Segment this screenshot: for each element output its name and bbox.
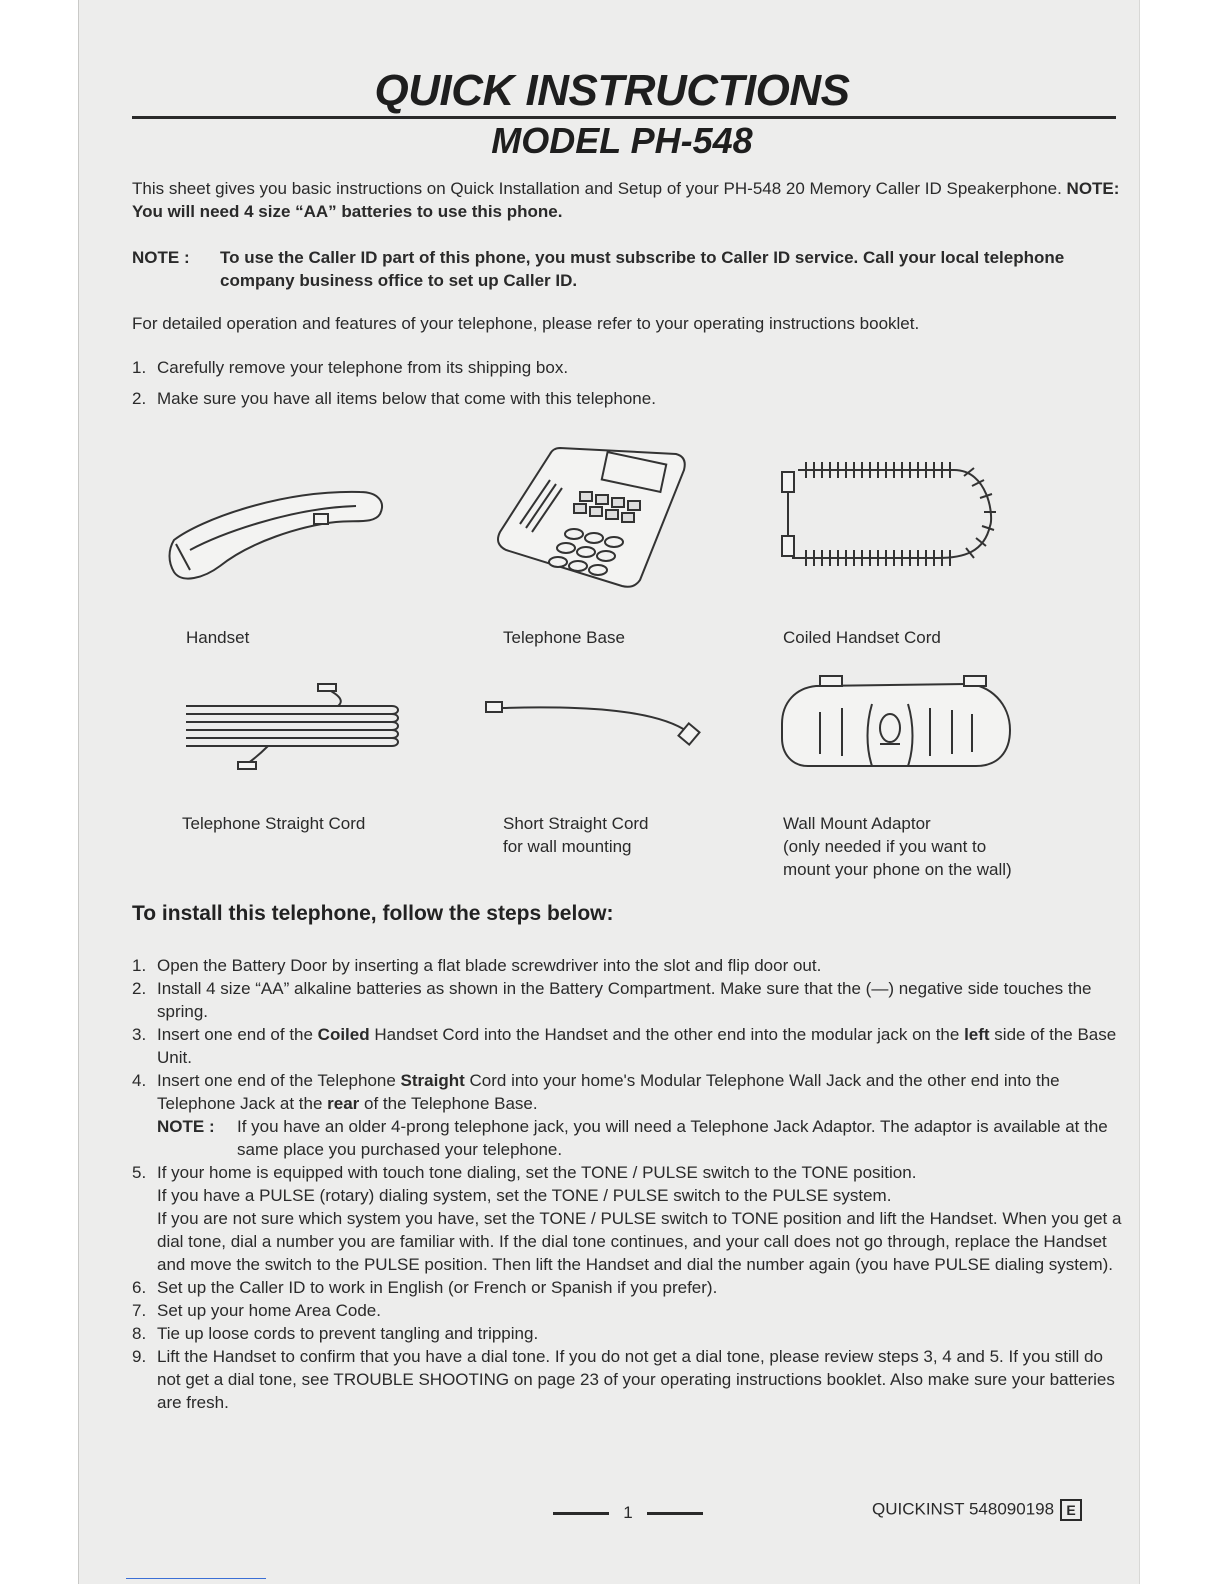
short-cord-name: Short Straight Cord xyxy=(503,814,649,833)
step-text-part: of the Telephone Base. xyxy=(359,1094,538,1113)
step-note-label: NOTE : xyxy=(157,1117,215,1136)
language-code-box: E xyxy=(1060,1499,1082,1521)
list-item xyxy=(132,1161,1122,1276)
step-text-part: Insert one end of the xyxy=(157,1025,318,1044)
page-dash-right xyxy=(647,1512,703,1515)
step-text xyxy=(157,1161,1122,1276)
step-paragraph: If you have a PULSE (rotary) dialing system, set the TONE / PULSE switch to the PULSE system. xyxy=(157,1186,892,1205)
detail-paragraph: For detailed operation and features of your telephone, please refer to your operating instructions booklet. xyxy=(132,314,920,333)
step-number: 1. xyxy=(132,956,147,975)
step-number: 7. xyxy=(132,1301,147,1320)
step-text: Set up your home Area Code. xyxy=(157,1301,381,1320)
straight-cord-icon xyxy=(178,684,408,774)
step-text: Lift the Handset to confirm that you have a dial tone. If you do not get a dial tone, please review steps 3, 4 and 5. If you still do not get a dial tone, see TROUBLE SHOOTING on page 23 of your operating instructions booklet. Also make sure your batteries are fresh. xyxy=(157,1347,1115,1412)
coiled-cord-icon xyxy=(778,456,1000,576)
item-number: 1. xyxy=(132,358,147,377)
step-text: Set up the Caller ID to work in English (or French or Spanish if you prefer). xyxy=(157,1278,718,1297)
wall-mount-sub2: mount your phone on the wall) xyxy=(783,860,1012,879)
telephone-base-icon xyxy=(490,440,690,590)
note-label: NOTE : xyxy=(132,248,190,267)
step-note xyxy=(157,1115,1122,1161)
intro-note: NOTE: You will need 4 size “AA” batteries to use this phone. xyxy=(132,179,1120,221)
document-code xyxy=(872,1499,1082,1521)
page-number xyxy=(552,1503,704,1523)
step-text xyxy=(157,1023,1122,1069)
item-label-short-cord xyxy=(503,812,649,858)
list-item xyxy=(132,1023,1122,1069)
step-number: 6. xyxy=(132,1278,147,1297)
step-text-part: Cord into your home's Modular Telephone Wall Jack and the other end into the Telephone Jack at the xyxy=(157,1071,1060,1113)
pre-steps-list xyxy=(132,356,1122,418)
page-number-text: 1 xyxy=(623,1503,633,1522)
item-number: 2. xyxy=(132,389,147,408)
install-heading: To install this telephone, follow the steps below: xyxy=(132,902,614,925)
short-cord-icon xyxy=(484,692,709,752)
list-item xyxy=(132,1299,1122,1322)
step-number: 3. xyxy=(132,1025,147,1044)
step-text-emphasis: left xyxy=(964,1025,990,1044)
title-rule xyxy=(132,116,1116,119)
step-number: 8. xyxy=(132,1324,147,1343)
step-text-part: Insert one end of the Telephone xyxy=(157,1071,401,1090)
item-label-telephone-base: Telephone Base xyxy=(503,628,625,647)
list-item xyxy=(132,1322,1122,1345)
step-number: 9. xyxy=(132,1347,147,1366)
item-text: Carefully remove your telephone from its shipping box. xyxy=(157,358,569,377)
step-note-text: If you have an older 4-prong telephone jack, you will need a Telephone Jack Adaptor. The adaptor is available at the same place you purchased your telephone. xyxy=(237,1117,1108,1159)
handset-icon xyxy=(160,480,390,590)
note-text: To use the Caller ID part of this phone, you must subscribe to Caller ID service. Call your local telephone company business office to set up Caller ID. xyxy=(220,248,1065,290)
step-number: 2. xyxy=(132,979,147,998)
wall-mount-name: Wall Mount Adaptor xyxy=(783,814,931,833)
intro-paragraph xyxy=(132,177,1122,223)
caller-id-note xyxy=(132,246,1122,292)
step-text: Open the Battery Door by inserting a flat blade screwdriver into the slot and flip door out. xyxy=(157,956,822,975)
item-label-coiled-cord: Coiled Handset Cord xyxy=(783,628,941,647)
link-underline xyxy=(126,1578,266,1579)
wall-mount-icon xyxy=(776,674,1016,774)
model-title: MODEL PH-548 xyxy=(491,120,753,161)
item-label-handset: Handset xyxy=(186,628,250,647)
step-number: 4. xyxy=(132,1071,147,1090)
list-item xyxy=(132,356,1122,379)
list-item xyxy=(132,1345,1122,1414)
step-text xyxy=(157,1069,1122,1161)
step-text-emphasis: Coiled xyxy=(317,1025,370,1044)
document-code-text: QUICKINST 548090198 xyxy=(872,1499,1055,1519)
list-item xyxy=(132,1069,1122,1161)
step-number: 5. xyxy=(132,1163,147,1182)
list-item xyxy=(132,977,1122,1023)
list-item xyxy=(132,387,1122,410)
list-item xyxy=(132,954,1122,977)
wall-mount-sub: (only needed if you want to xyxy=(783,837,987,856)
intro-text: This sheet gives you basic instructions on Quick Installation and Setup of your PH-548 20 Memory Caller ID Speakerphone. xyxy=(132,179,1062,198)
step-text: Tie up loose cords to prevent tangling and tripping. xyxy=(157,1324,539,1343)
item-text: Make sure you have all items below that come with this telephone. xyxy=(157,389,656,408)
step-text-emphasis: Straight xyxy=(400,1071,465,1090)
step-text: Install 4 size “AA” alkaline batteries as shown in the Battery Compartment. Make sure that the (—) negative side touches the spring. xyxy=(157,979,1092,1021)
step-text-part: side of the Base Unit. xyxy=(157,1025,1117,1067)
item-label-straight-cord: Telephone Straight Cord xyxy=(182,814,366,833)
step-text-part: Handset Cord into the Handset and the other end into the modular jack on the xyxy=(369,1025,965,1044)
step-text-emphasis: rear xyxy=(327,1094,360,1113)
step-paragraph: If your home is equipped with touch tone dialing, set the TONE / PULSE switch to the TONE position. xyxy=(157,1163,917,1182)
page-title: QUICK INSTRUCTIONS xyxy=(374,66,850,115)
list-item xyxy=(132,1276,1122,1299)
install-steps-list xyxy=(132,954,1122,1414)
step-paragraph: If you are not sure which system you have, set the TONE / PULSE switch to TONE position and lift the Handset. When you get a dial tone, dial a number you are familiar with. If the dial tone continues, and your call does not go through, replace the Handset and move the switch to the PULSE position. Then lift the Handset and dial the number again (you have PULSE dialing system). xyxy=(157,1209,1122,1274)
short-cord-sub: for wall mounting xyxy=(503,837,632,856)
page-dash-left xyxy=(553,1512,609,1515)
item-label-wall-mount xyxy=(783,812,1012,881)
